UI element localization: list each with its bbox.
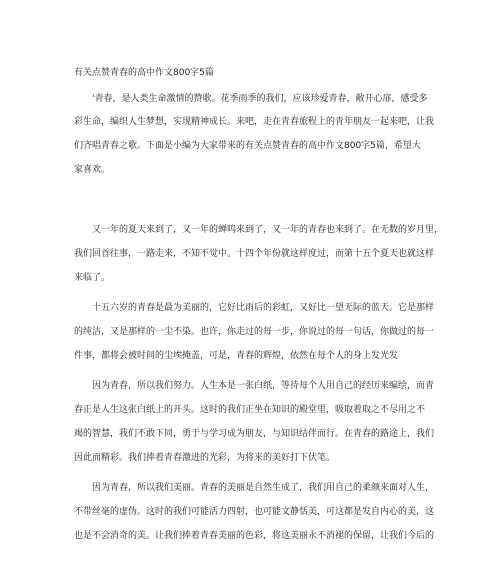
paragraph-1-line-3: 们齐唱青春之歌。下面是小编为大家带来的有关点赞青春的高中作文800字5篇，希望大 (74, 141, 421, 151)
paragraph-4-line-3: 竭的智慧，我们不敢下同，勇于与学习成为朋友，与知识结伴而行。在青春的路途上，我们 (74, 429, 435, 439)
paragraph-3-line-3: 件事，都将会被时间的尘埃掩盖，可是，青春的辉煌，依然在每个人的身上发光发 (74, 351, 399, 361)
paragraph-3-line-2: 的纯洁，又是那样的一尘不染。也许，你走过的每一步，你说过的每一句话，你做过的每一 (74, 327, 435, 337)
paragraph-5-line-1: 因为青春，所以我们美丽。青春的美丽是自然生成了，我们用自己的柔颜来面对人生， (92, 483, 435, 493)
paragraph-1-line-2: 彩生命，编织人生梦想，实现精神成长。来吧，走在青春旅程上的青年朋友一起来吧，让我 (74, 117, 435, 127)
paragraph-5-line-3: 也是不会消奇的美。让我们捧着青春美丽的色彩，将这美丽永不消褪的保留，让我们今后的 (74, 531, 435, 541)
paragraph-1-line-4: 家喜欢。 (74, 165, 111, 175)
paragraph-2-line-3: 来临了。 (74, 273, 111, 283)
paragraph-1-line-1: '青春，是人类生命激情的赞歌。花季雨季的我们，应该珍爱青春，敞开心扉，感受多 (92, 94, 428, 104)
document-title: 有关点赞青春的高中作文800字5篇 (74, 68, 214, 78)
paragraph-4-line-1: 因为青春，所以我们努力。人生本是一张白纸，等待每个人用自己的经历来编绘，而青 (92, 381, 435, 391)
paragraph-3-line-1: 十五六岁的青春是最为美丽的，它好比雨后的彩虹，又好比一望无际的蓝天。它是那样 (92, 303, 435, 313)
paragraph-2-line-1: 又一年的夏天来到了，又一年的蝉鸣来到了，又一年的青春也来到了。在无数的岁月里， (92, 225, 444, 235)
paragraph-5-line-2: 不带丝毫的虚伪。这时的我们可能活力四射，也可能文静恬美，可这都是发自内心的美，这 (74, 507, 435, 517)
paragraph-2-line-2: 我们回首往事，一路走来，不知不觉中。十四个年份就这样度过，而第十五个夏天也就这样 (74, 249, 435, 259)
paragraph-4-line-4: 因此而精彩。我们捧着青春激进的光彩，为将来的美好打下伏笔。 (74, 453, 336, 463)
paragraph-4-line-2: 春正是人生这张白纸上的开头。这时的我们正坐在知识的殿堂里，吸取着取之不尽用之不 (74, 405, 426, 415)
